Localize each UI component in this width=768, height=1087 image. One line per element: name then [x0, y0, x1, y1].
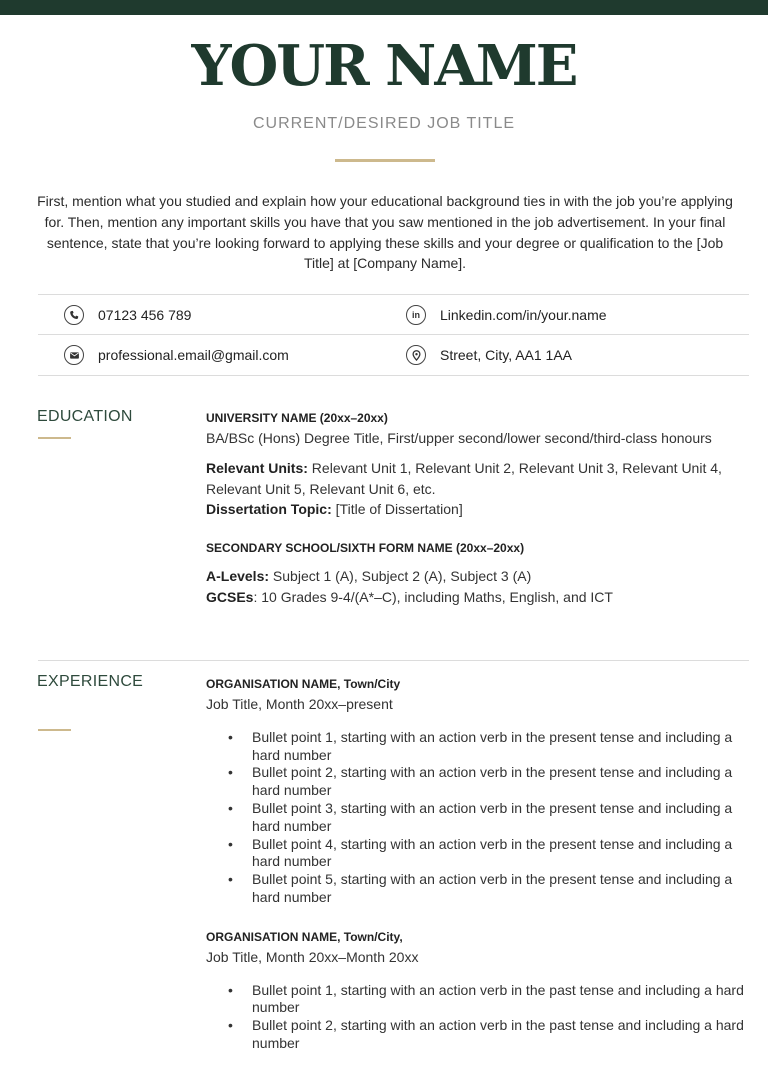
contact-top-divider: [38, 294, 749, 295]
relevant-units: [206, 458, 746, 500]
section-divider: [38, 660, 749, 661]
gcses-label: GCSEs: [206, 588, 254, 605]
bullet-point: • Bullet point 4, starting with an action verb in the present tense and including a hard number: [252, 836, 746, 872]
header-divider: [335, 159, 435, 162]
dissertation-topic: [206, 499, 746, 520]
gcses-text: : 10 Grades 9-4/(A*–C), including Maths, English, and ICT: [253, 588, 613, 605]
linkedin-icon: in: [406, 305, 426, 325]
phone-icon: [64, 305, 84, 325]
job-entry: [206, 676, 746, 907]
relevant-units-text: Relevant Unit 1, Relevant Unit 2, Relevant Unit 3, Relevant Unit 4, Relevant Unit 5, Relevant Unit 6, etc.: [206, 459, 722, 497]
contact-linkedin: [406, 305, 607, 325]
bullet-point: • Bullet point 1, starting with an action verb in the past tense and including a hard number: [252, 982, 746, 1018]
contact-middle-divider: [38, 334, 749, 335]
email-address[interactable]: professional.email@gmail.com: [98, 347, 289, 363]
personal-statement: First, mention what you studied and explain how your educational background ties in with the job you’re applying for. Then, mention any important skills you have that you saw mentioned in the job advertisement. In your final sentence, state that you’re looking forward to applying these skills and your degree or qualification to the [Job Title] at [Company Name].: [37, 193, 733, 272]
degree-title: BA/BSc (Hons) Degree Title, First/upper second/lower second/third-class honours: [206, 430, 712, 446]
bullet-point: • Bullet point 2, starting with an action verb in the past tense and including a hard number: [252, 1017, 746, 1053]
a-levels-label: A-Levels:: [206, 568, 270, 585]
job-role: Job Title, Month 20xx–present: [206, 696, 393, 712]
a-levels-text: Subject 1 (A), Subject 2 (A), Subject 3 (A): [269, 568, 532, 585]
top-accent-bar: [0, 0, 768, 15]
contact-address: [406, 345, 572, 365]
education-content: [206, 410, 746, 608]
organisation-name: ORGANISATION NAME, Town/City: [206, 677, 401, 691]
contact-email: [64, 345, 289, 365]
school-name: SECONDARY SCHOOL/SIXTH FORM NAME (20xx–20xx): [206, 541, 525, 556]
education-heading-rule: [38, 437, 71, 439]
street-address: Street, City, AA1 1AA: [440, 347, 573, 363]
linkedin-url[interactable]: Linkedin.com/in/your.name: [440, 307, 607, 323]
job-role: Job Title, Month 20xx–Month 20xx: [206, 948, 419, 965]
experience-content: [206, 676, 746, 1053]
a-levels: [206, 566, 746, 587]
organisation-name: ORGANISATION NAME, Town/City,: [206, 929, 403, 944]
job-bullets: [206, 729, 746, 907]
job-title: CURRENT/DESIRED JOB TITLE: [252, 115, 516, 132]
location-pin-icon: [406, 345, 426, 365]
university-name: UNIVERSITY NAME (20xx–20xx): [206, 411, 388, 425]
experience-heading: EXPERIENCE: [37, 673, 144, 690]
bullet-point: • Bullet point 2, starting with an action verb in the present tense and including a hard number: [252, 764, 746, 800]
candidate-name: YOUR NAME: [191, 33, 577, 99]
phone-number: 07123 456 789: [98, 307, 192, 323]
contact-phone: [64, 305, 191, 325]
job-entry: [206, 929, 746, 1053]
gcses: [206, 587, 746, 608]
bullet-point: • Bullet point 3, starting with an action verb in the present tense and including a hard number: [252, 800, 746, 836]
experience-heading-rule: [38, 729, 71, 731]
job-bullets: [206, 982, 746, 1053]
dissertation-label: Dissertation Topic:: [206, 501, 332, 518]
email-icon: [64, 345, 84, 365]
dissertation-text: [Title of Dissertation]: [331, 501, 463, 518]
education-heading: EDUCATION: [37, 408, 133, 425]
contact-bottom-divider: [38, 375, 749, 376]
bullet-point: • Bullet point 1, starting with an action verb in the present tense and including a hard number: [252, 729, 746, 765]
relevant-units-label: Relevant Units:: [206, 459, 308, 476]
bullet-point: • Bullet point 5, starting with an action verb in the present tense and including a hard number: [252, 871, 746, 907]
